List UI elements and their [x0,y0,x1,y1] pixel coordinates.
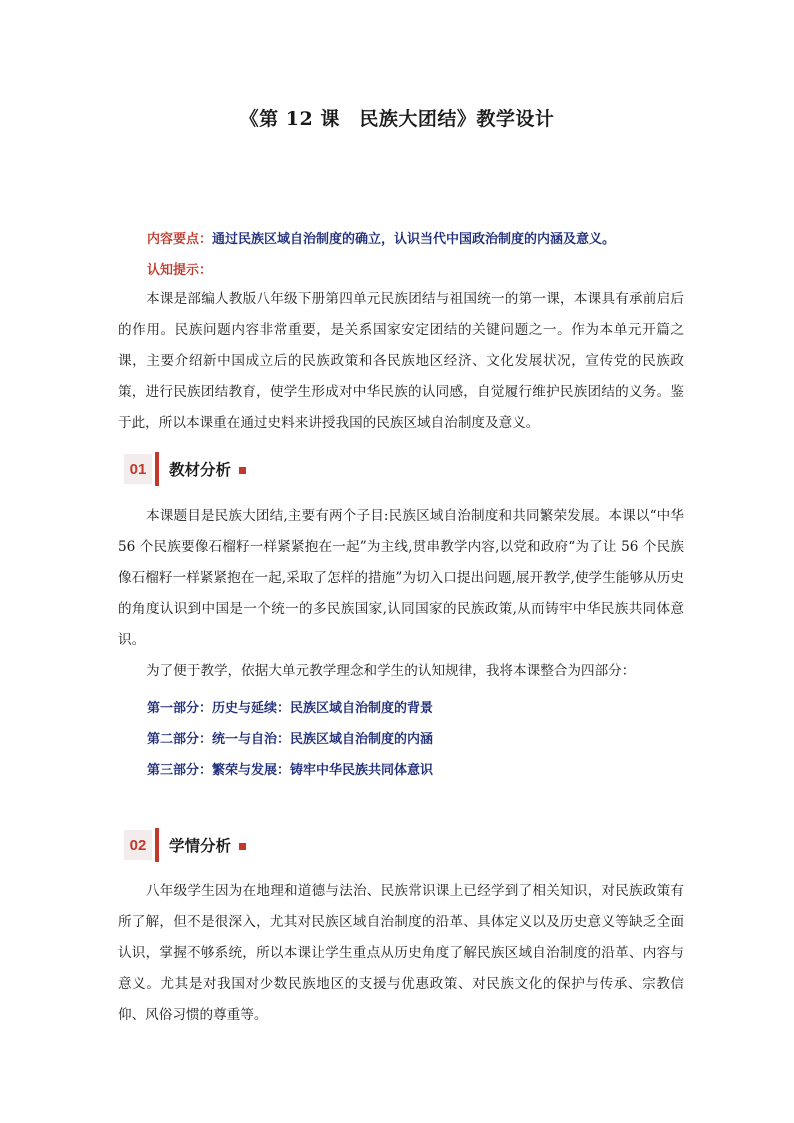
section-number: 01 [124,454,152,484]
section-square-icon [239,467,246,474]
integration-paragraph: 为了便于教学，依据大单元教学理念和学生的认知规律，我将本课整合为四部分： [146,663,636,679]
section-number: 02 [124,830,152,860]
section-square-icon [239,843,246,850]
part-item-2: 第二部分：统一与自治：民族区域自治制度的内涵 [147,732,434,747]
section-title: 教材分析 [169,460,232,479]
section-title: 学情分析 [169,836,232,855]
textbook-analysis-paragraph: 本课题目是民族大团结,主要有两个子目:民族区域自治制度和共同繁荣发展。本课以“中华 56 个民族要像石榴籽一样紧紧抱在一起”为主线,贯串教学内容,以党和政府“为了让 56 个民族像石榴籽一样紧紧抱在一起,采取了怎样的措施”为切入口提出问题,展开教学,使学生能够从历史的角度认识到中国是一个统一的多民族国家,认同国家的民族政策,从而铸牢中华民族共同体意识。 [118,508,684,648]
section-accent-bar [155,828,159,862]
key-points-line [147,228,615,247]
part-item-1: 第一部分：历史与延续：民族区域自治制度的背景 [147,701,434,716]
student-analysis-paragraph: 八年级学生因为在地理和道德与法治、民族常识课上已经学到了相关知识，对民族政策有所了解，但不是很深入，尤其对民族区域自治制度的沿革、具体定义以及历史意义等缺乏全面认识，掌握不够系统，所以本课让学生重点从历史角度了解民族区域自治制度的沿革、内容与意义。尤其是对我国对少数民族地区的支援与优惠政策、对民族文化的保护与传承、宗教信仰、风俗习惯的尊重等。 [118,883,684,1023]
page-title: 《第 12 课 民族大团结》教学设计 [239,108,555,130]
section-accent-bar [155,452,159,486]
part-item-3: 第三部分：繁荣与发展：铸牢中华民族共同体意识 [147,763,434,778]
intro-paragraph: 本课是部编人教版八年级下册第四单元民族团结与祖国统一的第一课，本课具有承前启后的作用。民族问题内容非常重要，是关系国家安定团结的关键问题之一。作为本单元开篇之课，主要介绍新中国成立后的民族政策和各民族地区经济、文化发展状况，宣传党的民族政策，进行民族团结教育，使学生形成对中华民族的认同感，自觉履行维护民族团结的义务。鉴于此，所以本课重在通过史料来讲授我国的民族区域自治制度及意义。 [118,291,684,431]
key-points-value: 通过民族区域自治制度的确立，认识当代中国政治制度的内涵及意义。 [212,232,616,247]
section-header-textbook-analysis [124,452,246,486]
key-points-label: 内容要点： [147,232,213,247]
cognitive-hint-line [147,259,212,278]
cognitive-hint-label: 认知提示： [147,263,213,278]
section-header-student-analysis [124,828,246,862]
